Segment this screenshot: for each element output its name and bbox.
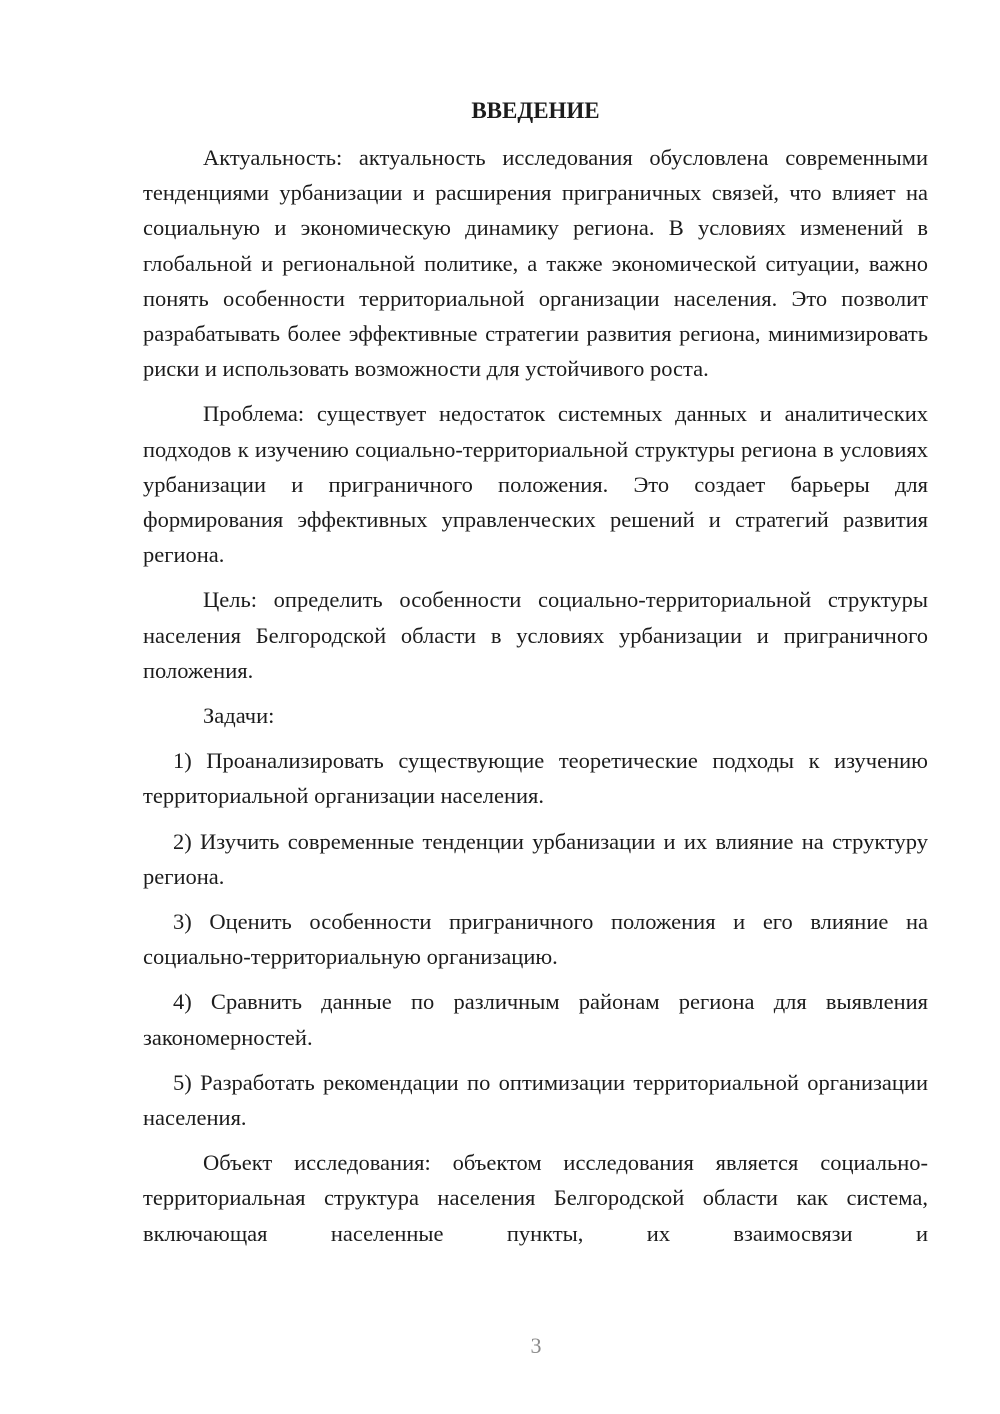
task-item: 5) Разработать рекомендации по оптимизации территориальной организации населения.: [143, 1069, 928, 1131]
page-content: [143, 96, 928, 1251]
problem-paragraph: Проблема: существует недостаток системных данных и аналитических подходов к изучению социально-территориальной структуры региона в условиях урбанизации и приграничного положения. Это создает барьеры для формирования эффективных управленческих решений и стратегий развития региона.: [143, 401, 928, 568]
task-item: 3) Оценить особенности приграничного положения и его влияние на социально-территориальную организацию.: [143, 909, 928, 970]
goal-paragraph: Цель: определить особенности социально-территориальной структуры населения Белгородской области в условиях урбанизации и приграничного положения.: [143, 587, 928, 683]
tasks-heading: Задачи:: [203, 703, 275, 729]
page-number: 3: [530, 1333, 542, 1358]
task-item: 1) Проанализировать существующие теоретические подходы к изучению территориальной организации населения.: [143, 748, 928, 809]
task-item: 2) Изучить современные тенденции урбанизации и их влияние на структуру региона.: [143, 828, 928, 889]
relevance-paragraph: Актуальность: актуальность исследования обусловлена современными тенденциями урбанизации и расширения приграничных связей, что влияет на социальную и экономическую динамику региона. В условиях изменений в глобальной и региональной политике, а также экономической ситуации, важно понять особенности территориальной организации населения. Это позволит разрабатывать более эффективные стратегии развития региона, минимизировать риски и использовать возможности для устойчивого роста.: [143, 145, 928, 382]
object-paragraph: Объект исследования: объектом исследования является социально-территориальная структура населения Белгородской области как система, включающая населенные пункты, их взаимосвязи и: [143, 1150, 928, 1246]
page-title: ВВЕДЕНИЕ: [471, 98, 600, 123]
task-item: 4) Сравнить данные по различным районам региона для выявления закономерностей.: [143, 989, 928, 1050]
